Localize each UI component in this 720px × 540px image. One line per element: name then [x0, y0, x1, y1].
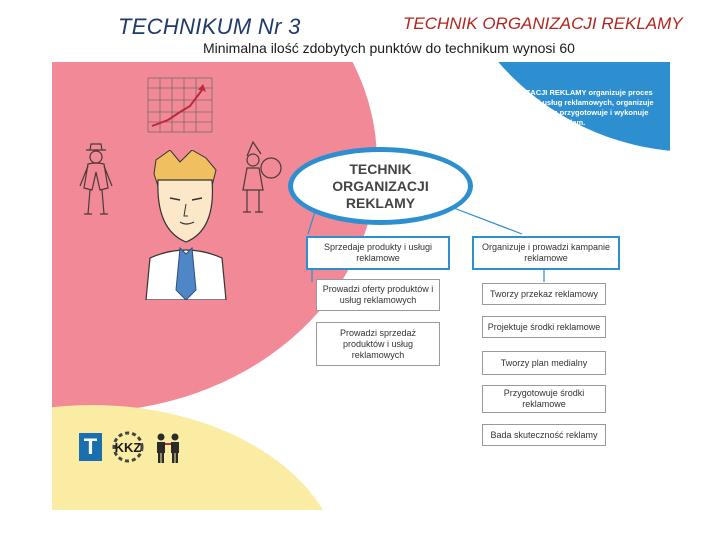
slide-image [52, 62, 670, 510]
right-column-header: Organizuje i prowadzi kampanie reklamowe [472, 236, 620, 270]
central-title-ellipse [288, 147, 473, 225]
logo-t-icon: T [79, 433, 102, 461]
right-column-item: Przygotowuje środki reklamowe [482, 385, 606, 413]
right-column-item: Tworzy przekaz reklamowy [482, 283, 606, 305]
right-column-item: Bada skuteczność reklamy [482, 424, 606, 446]
profession-title: TECHNIK ORGANIZACJI REKLAMY [403, 14, 683, 33]
logo-kkz-text: KKZ [114, 440, 142, 455]
left-column-item: Prowadzi sprzedaż produktów i usług reklamowych [316, 322, 440, 366]
left-column-header: Sprzedaje produkty i usługi reklamowe [306, 236, 450, 270]
central-title: TECHNIK ORGANIZACJI REKLAMY [332, 160, 429, 211]
right-column-item: Projektuje środki reklamowe [482, 316, 606, 338]
profession-description: TECHNIK ORGANIZACJI REKLAMY organizuje proces sprzedaży produktów i usług reklamowych, organizuje kampanię reklamową oraz przygotowuje i wykonuje projekty reklam. [459, 88, 654, 127]
school-title: TECHNIKUM Nr 3 [118, 14, 301, 39]
businessman-illustration [136, 150, 236, 300]
left-column-item: Prowadzi oferty produktów i usług reklamowych [316, 279, 440, 311]
logo-kkz-icon [106, 429, 150, 465]
chart-icon [146, 76, 216, 134]
right-column-item: Tworzy plan medialny [482, 351, 606, 375]
dwarf-figure-icon [235, 140, 285, 222]
points-subtitle: Minimalna ilość zdobytych punktów do technikum wynosi 60 [203, 40, 575, 56]
logo-people-icon [154, 433, 182, 463]
man-figure-icon [74, 142, 118, 222]
